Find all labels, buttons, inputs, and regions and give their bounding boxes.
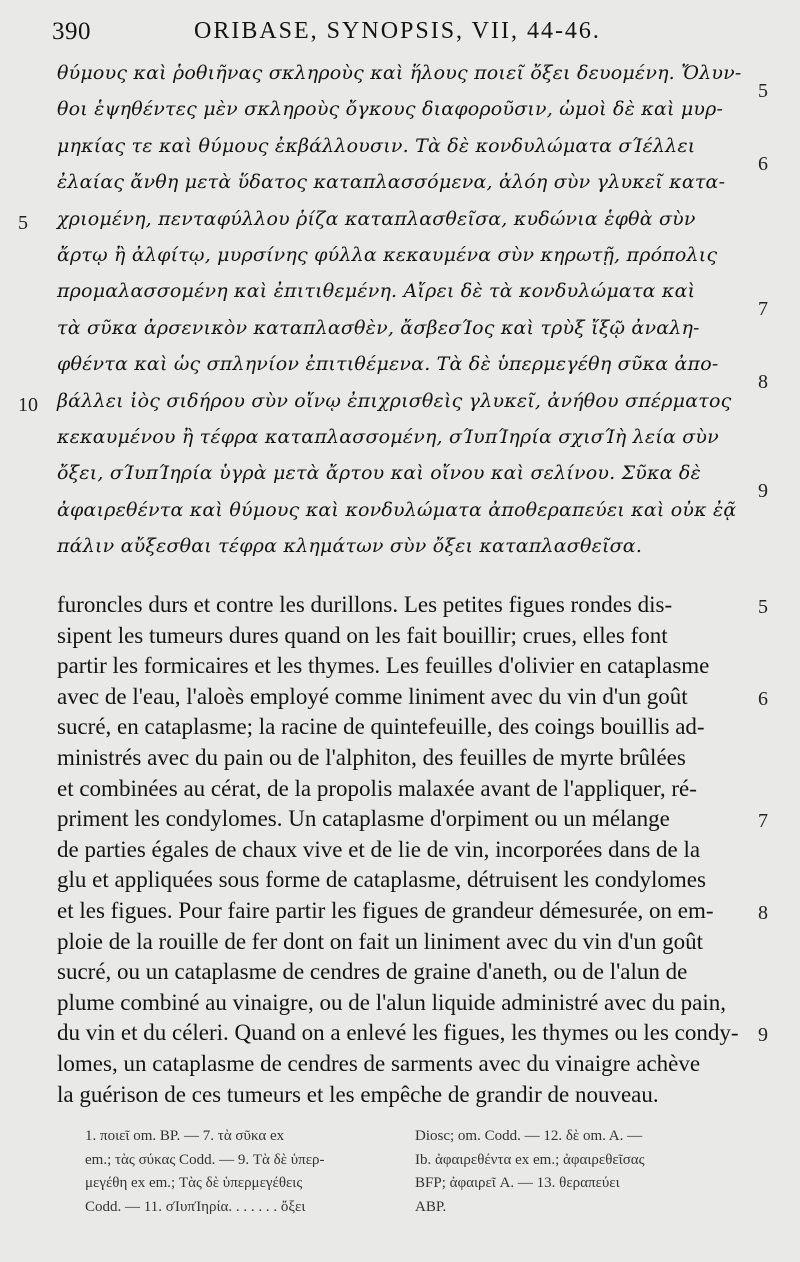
line-number: 10 <box>18 393 38 416</box>
running-title: ORIBASE, SYNOPSIS, VII, 44-46. <box>194 18 601 44</box>
french-line: lomes, un cataplasme de cendres de sarments avec du vinaigre achève <box>57 1051 701 1076</box>
greek-line: χριομένη, πενταφύλλου ῥίζα καταπλασθεῖσα, κυδώνια ἑφθὰ σὺν <box>57 207 696 230</box>
greek-line: θύμους καὶ ῥοθιῆνας σκληροὺς καὶ ἥλους ποιεῖ ὄξει δευομένη. Ὄλυν- <box>57 62 742 84</box>
greek-line: κεκαυμένου ἢ τέφρα καταπλασσομένη, σΊυπΊηρία σχισΊὴ λεία σὺν <box>57 426 719 448</box>
greek-line: τὰ σῦκα ἀρσενικὸν καταπλασθὲν, ἄσβεσΊος καὶ τρὺξ ἴξῷ ἀναλη- <box>57 316 700 339</box>
greek-text <box>57 62 757 572</box>
page-header <box>52 18 752 52</box>
apparatus-line: μεγέθη ex em.; Τὰς δὲ ὑπερμεγέθεις <box>85 1175 303 1191</box>
french-line: sipent les tumeurs dures quand on les fait bouillir; crues, elles font <box>57 622 668 648</box>
apparatus-line: em.; τὰς σύκας Codd. — 9. Τὰ δὲ ὑπερ- <box>85 1151 325 1168</box>
section-number: 6 <box>758 152 768 175</box>
greek-line: πάλιν αὔξεσθαι τέφρα κλημάτων σὺν ὄξει καταπλασθεῖσα. <box>57 535 643 558</box>
apparatus-line: Codd. — 11. σΊυπΊηρία. . . . . . . ὄξει <box>85 1198 306 1215</box>
section-number: 8 <box>758 902 768 924</box>
french-line: du vin et du céleri. Quand on a enlevé les figues, les thymes ou les condy- <box>57 1020 739 1046</box>
greek-line: ὄξει, σΊυπΊηρία ὑγρὰ μετὰ ἄρτου καὶ οἴνου καὶ σελίνου. Σῦκα δὲ <box>57 462 701 485</box>
french-line: et les figues. Pour faire partir les figues de grandeur démesurée, on em- <box>57 898 714 923</box>
greek-line: θοι ἑψηθέντες μὲν σκληροὺς ὄγκους διαφοροῦσιν, ὠμοὶ δὲ καὶ μυρ- <box>57 98 724 121</box>
apparatus-line: Diosc; om. Codd. — 12. δὲ om. A. — <box>415 1128 643 1144</box>
greek-line: βάλλει ἰὸς σιδήρου σὺν οἴνῳ ἐπιχρισθεὶς γλυκεῖ, ἀνήθου σπέρματος <box>57 389 732 412</box>
french-line: partir les formicaires et les thymes. Les feuilles d'olivier en cataplasme <box>57 653 710 679</box>
french-line: glu et appliquées sous forme de cataplasme, détruisent les condylomes <box>57 867 706 893</box>
greek-line: προμαλασσομένη καὶ ἐπιτιθεμένη. Αἴρει δὲ τὰ κονδυλώματα καὶ <box>57 280 696 303</box>
greek-line: μηκίας τε καὶ θύμους ἐκβάλλουσιν. Τὰ δὲ κονδυλώματα σΊέλλει <box>57 134 696 157</box>
french-line: de parties égales de chaux vive et de lie de vin, incorporées dans de la <box>57 836 701 862</box>
section-number: 9 <box>758 1024 768 1047</box>
line-number: 5 <box>18 211 28 234</box>
french-line: sucré, ou un cataplasme de cendres de graine d'aneth, ou de l'alun de <box>57 959 688 985</box>
french-line: sucré, en cataplasme; la racine de quintefeuille, des coings bouillis ad- <box>57 714 705 740</box>
french-line: furoncles durs et contre les durillons. Les petites figues rondes dis- <box>57 592 673 617</box>
apparatus-line: 1. ποιεῖ om. BP. — 7. τὰ σῦκα ex <box>85 1128 285 1144</box>
french-line: et combinées au cérat, de la propolis malaxée avant de l'appliquer, ré- <box>57 775 697 801</box>
section-number: 5 <box>758 80 768 102</box>
page-number: 390 <box>52 18 91 45</box>
section-number: 8 <box>758 371 768 394</box>
section-number: 7 <box>758 298 768 321</box>
greek-line: φθέντα καὶ ὡς σπληνίον ἐπιτιθέμενα. Τὰ δὲ ὑπερμεγέθη σῦκα ἀπο- <box>57 353 719 376</box>
french-line: plume combiné au vinaigre, ou de l'alun liquide administré avec du pain, <box>57 989 727 1015</box>
apparatus-line: ABP. <box>415 1198 447 1215</box>
greek-line: ἐλαίας ἄνθη μετὰ ὕδατος καταπλασσόμενα, ἀλόη σὺν γλυκεῖ κατα- <box>57 171 726 194</box>
french-line: la guérison de ces tumeurs et les empêche de grandir de nouveau. <box>57 1081 659 1107</box>
french-line: ploie de la rouille de fer dont on fait un liniment avec du vin d'un goût <box>57 928 704 954</box>
french-translation <box>57 592 757 1122</box>
section-number: 6 <box>758 687 768 710</box>
french-line: priment les condylomes. Un cataplasme d'orpiment ou un mélange <box>57 806 670 832</box>
french-line: avec de l'eau, l'aloès employé comme liniment avec du vin d'un goût <box>57 683 688 709</box>
section-number: 7 <box>758 810 768 833</box>
greek-line: ἀφαιρεθέντα καὶ θύμους καὶ κονδυλώματα ἀποθεραπεύει καὶ οὐκ ἐᾷ <box>57 498 737 521</box>
section-number: 9 <box>758 480 768 503</box>
greek-line: ἄρτῳ ἢ ἀλφίτῳ, μυρσίνης φύλλα κεκαυμένα σὺν κηρωτῇ, πρόπολις <box>57 244 718 266</box>
apparatus-line: Ib. ἀφαιρεθέντα ex em.; ἀφαιρεθεῖσας <box>415 1151 645 1168</box>
apparatus-line: BFP; ἀφαιρεῖ A. — 13. θεραπεύει <box>415 1175 620 1191</box>
french-line: ministrés avec du pain ou de l'alphiton, des feuilles de myrte brûlées <box>57 745 686 770</box>
section-number: 5 <box>758 596 768 618</box>
